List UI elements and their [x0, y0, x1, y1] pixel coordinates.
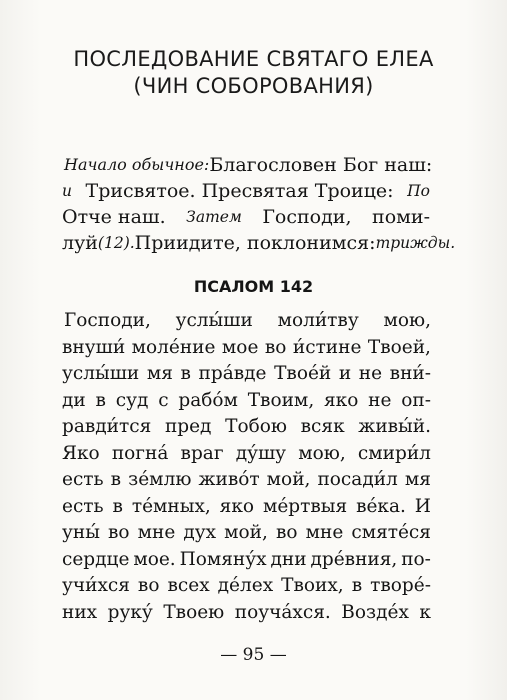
psalm-line: сердце мое. Помяну́х дни дре́вния, по- — [62, 548, 431, 570]
intro-rubric: трижды. — [375, 234, 456, 252]
intro-text: Отче наш. — [62, 206, 166, 228]
intro-text: Благословен Бог наш: — [209, 154, 433, 176]
psalm-line: Яко погна́ враг ду́шу мою, смири́л — [62, 442, 431, 464]
psalm-line: внуши́ моле́ние мое во и́стине Твоей, — [62, 336, 431, 358]
intro-text: Господи, — [262, 206, 352, 228]
psalm-line: равди́тся пред Тобою всяк живы́й. — [62, 416, 431, 437]
intro-rubric: (12). — [97, 234, 135, 252]
intro-line-1 — [64, 152, 433, 178]
service-title: ПОСЛЕДОВАНИЕ СВЯТАГО ЕЛЕА — [73, 47, 434, 71]
psalm-line: Господи, услы́ши моли́тву мою, — [64, 310, 431, 331]
psalm-line: есть в те́мных, яко ме́ртвыя ве́ка. И — [62, 495, 431, 517]
psalm-line: услы́ши мя в пра́вде Твое́й и не вни́- — [62, 363, 431, 384]
psalm-line: ди в суд с рабо́м Твоим, яко не оп- — [62, 389, 431, 411]
intro-text: луй — [62, 232, 98, 254]
psalm-line: уны́ во мне дух мой, во мне смяте́ся — [62, 522, 431, 543]
psalm-line: есть в зе́млю живо́т мой, посади́л мя — [62, 469, 431, 490]
service-subtitle: (ЧИН СОБОРОВАНИЯ) — [133, 74, 374, 98]
page-number: — 95 — — [220, 645, 287, 665]
intro-line-3 — [62, 204, 430, 230]
intro-line-2 — [62, 178, 430, 204]
intro-text: поми- — [372, 206, 430, 228]
intro-text: Приидите, поклонимся: — [134, 232, 376, 254]
intro-rubric: По — [407, 182, 430, 200]
intro-line-4 — [62, 230, 456, 256]
intro-rubric: Начало обычное: — [64, 155, 210, 174]
intro-text: Трисвятое. Пресвятая Троице: — [85, 180, 394, 202]
intro-rubric: Затем — [186, 208, 242, 226]
psalm-heading: ПСАЛОМ 142 — [193, 277, 314, 296]
psalm-line: них руку́ Твоею поуча́хся. Возде́х к — [62, 601, 431, 623]
intro-rubric: и — [62, 182, 72, 200]
psalm-line: учи́хся во всех де́лех Твоих, в творе́- — [62, 575, 431, 596]
